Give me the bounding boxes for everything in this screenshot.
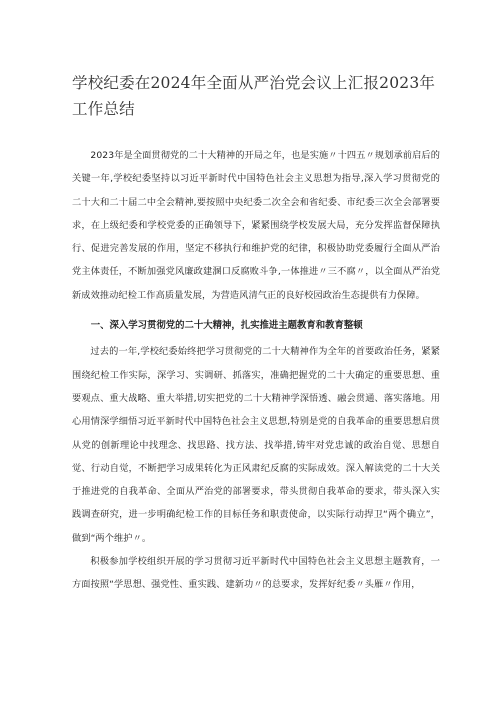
paragraph-section-1-continued: 积极参加学校组织开展的学习贯彻习近平新时代中国特色社会主义思想主题教育，一方面按照“学思想、强党性、重实践、建新功〃的总要求，发挥好纪委〃头雁〃作用， <box>72 556 440 591</box>
paragraph-section-1-body: 过去的一年,学校纪委始终把学习贯彻党的二十大精神作为全年的首要政治任务，紧紧围绕纪检工作实际，深学习、实调研、抓落实，准确把握党的二十大确定的重要思想、重要观点、重大战略、重大举措,切实把党的二十大精神学深悟透、融会贯通、落实落地。用心用情深学细悟习近平新时代中国特色社会主义思想,特别是党的自我革命的重要思想启贯从党的创新理论中找理念、找思路、找方法、找举措,铸牢对党忠诚的政治自觉、思想自觉、行动自觉，不断把学习成果转化为正风肃纪反腐的实际成效。深入解读党的二十大关于推进党的自我革命、全面从严治党的部署要求，带头贯彻自我革命的要求，带头深入实践调查研究，进一步明确纪检工作的目标任务和职责使命，以实际行动捍卫“两个确立”，做到“两个维护〃。 <box>72 346 440 544</box>
section-spacer <box>72 307 440 311</box>
section-heading-1: 一、深入学习贯彻党的二十大精神，扎实推进主题教育和教育整顿 <box>90 320 363 332</box>
paragraph-intro: 2023年是全面贯彻党的二十大精神的开局之年，也是实施〃十四五〃规划承前启后的关键一年,学校纪委坚持以习近平新时代中国特色社会主义思想为指导,深入学习贯彻党的二十大和二十届二中全会精神,要按照中央纪委二次全会和省纪委、市纪委三次全会部署要求，在上级纪委和学校党委的正确领导下，紧紧围绕学校发展大局，充分发挥监督保障执行、促进完善发展的作用，坚定不移执行和维护党的纪律，积极协助党委履行全面从严治党主体责任，不断加强党风廉政建溷口反腐败斗争,一体推进〃三不腐〃，以全面从严治党新成效推动纪检工作高质量发展，为营造风清气正的良好校园政治生态提供有力保障。 <box>72 150 440 301</box>
document-title: 学校纪委在2024年全面从严治党会议上汇报2023年工作总结 <box>72 74 436 118</box>
